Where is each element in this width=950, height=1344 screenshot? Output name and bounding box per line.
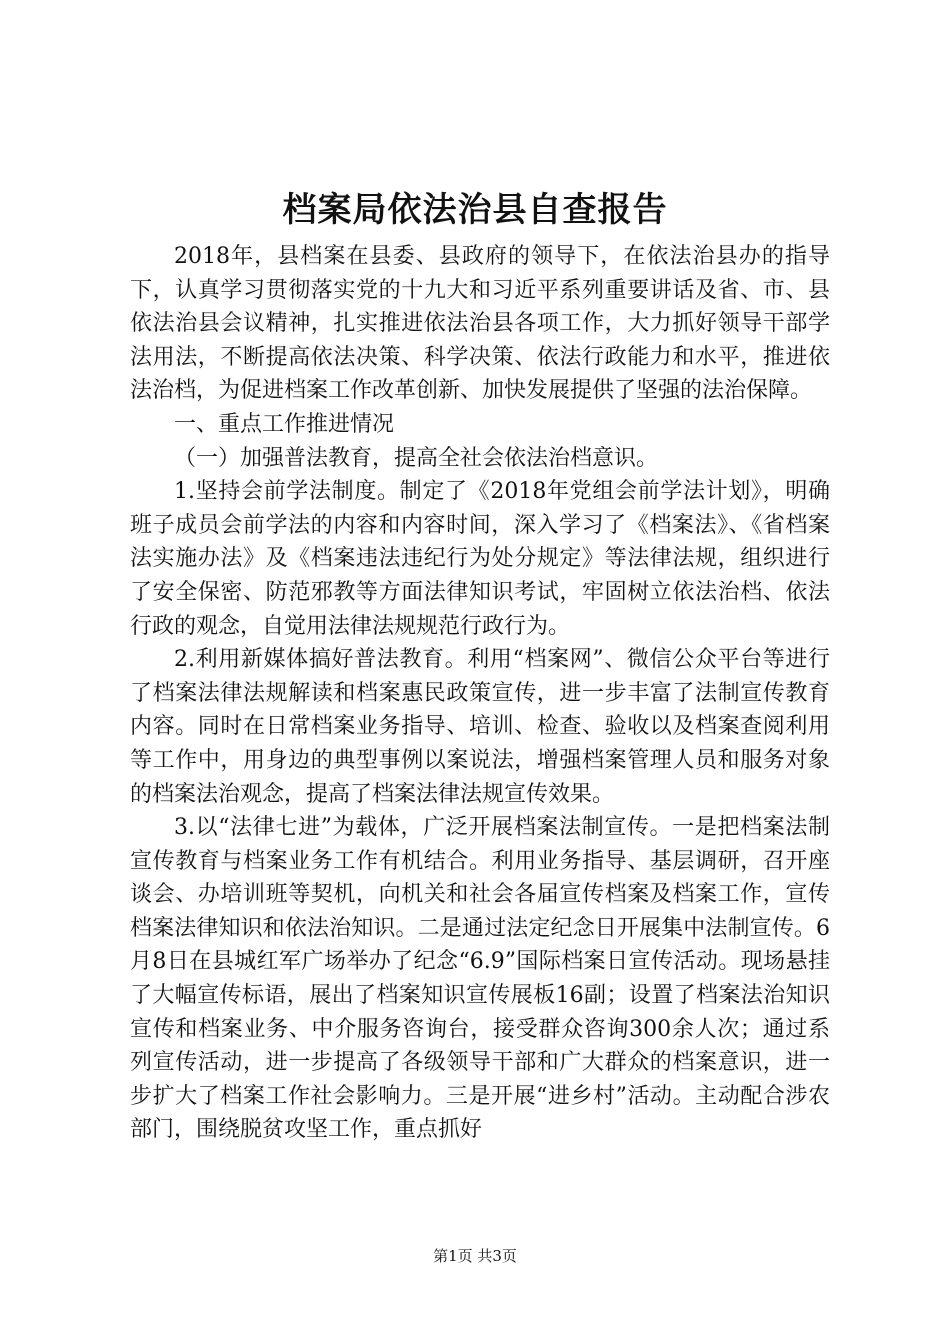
page-footer: 第1页 共3页 — [433, 1247, 517, 1265]
document-body — [130, 240, 830, 1147]
section-heading: 一、重点工作推进情况 — [174, 411, 395, 437]
page-title: 档案局依法治县自查报告 — [282, 190, 668, 230]
paragraph-item-1: 1.坚持会前学法制度。制定了《2018年党组会前学法计划》，明确班子成员会前学法的内容和内容时间，深入学习了《档案法》、《省档案法实施办法》及《档案违法违纪行为处分规定》等法律法规，组织进行了安全保密、防范邪教等方面法律知识考试，牢固树立依法治档、依法行政的观念，自觉用法律法规规范行政行为。 — [130, 479, 830, 639]
paragraph-item-3: 3.以“法律七进”为载体，广泛开展档案法制宣传。一是把档案法制宣传教育与档案业务工作有机结合。利用业务指导、基层调研，召开座谈会、办培训班等契机，向机关和社会各届宣传档案及档案工作，宣传档案法律知识和依法治知识。二是通过法定纪念日开展集中法制宣传。6月8日在县城红军广场举办了纪念“6.9”国际档案日宣传活动。现场悬挂了大幅宣传标语，展出了档案知识宣传展板16副；设置了档案法治知识宣传和档案业务、中介服务咨询台，接受群众咨询300余人次；通过系列宣传活动，进一步提高了各级领导干部和广大群众的档案意识，进一步扩大了档案工作社会影响力。三是开展“进乡村”活动。主动配合涉农部门，围绕脱贫攻坚工作，重点抓好 — [130, 815, 830, 1143]
paragraph-intro: 2018年，县档案在县委、县政府的领导下，在依法治县办的指导下，认真学习贯彻落实党的十九大和习近平系列重要讲话及省、市、县依法治县会议精神，扎实推进依法治县各项工作，大力抓好领导干部学法用法，不断提高依法决策、科学决策、依法行政能力和水平，推进依法治档，为促进档案工作改革创新、加快发展提供了坚强的法治保障。 — [130, 244, 830, 404]
subsection-heading: （一）加强普法教育，提高全社会依法治档意识。 — [174, 445, 659, 471]
paragraph-item-2: 2.利用新媒体搞好普法教育。利用“档案网”、微信公众平台等进行了档案法律法规解读和档案惠民政策宣传，进一步丰富了法制宣传教育内容。同时在日常档案业务指导、培训、检查、验收以及档案查阅利用等工作中，用身边的典型事例以案说法，增强档案管理人员和服务对象的档案法治观念，提高了档案法律法规宣传效果。 — [130, 647, 830, 807]
